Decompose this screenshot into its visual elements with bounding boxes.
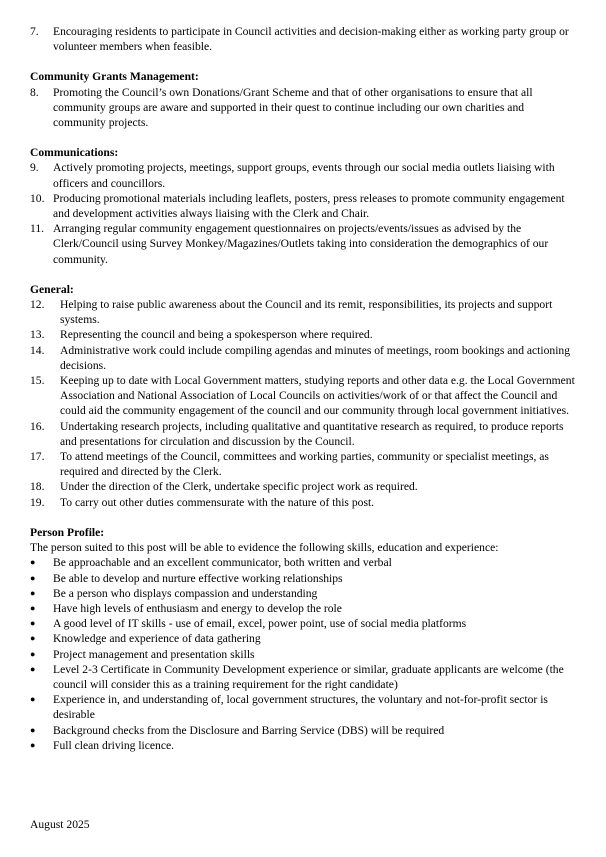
- item-text: Under the direction of the Clerk, undertake specific project work as required.: [60, 480, 418, 494]
- list-item: [30, 327, 578, 342]
- item-text: To carry out other duties commensurate with the nature of this post.: [60, 495, 375, 509]
- list-item: [30, 555, 578, 570]
- item-text: Representing the council and being a spokesperson where required.: [60, 328, 373, 342]
- bullet-icon: ●: [30, 633, 36, 644]
- list-item: [30, 647, 578, 662]
- general-heading: General:: [30, 282, 74, 296]
- item-number: 16.: [30, 419, 45, 433]
- bullet-icon: ●: [30, 648, 36, 659]
- list-item: [30, 221, 578, 267]
- item-number: 13.: [30, 328, 45, 342]
- bullet-text: Background checks from the Disclosure and Barring Service (DBS) will be required: [53, 723, 445, 737]
- item-number: 19.: [30, 495, 45, 509]
- item-number: 14.: [30, 343, 45, 357]
- list-item: [30, 692, 578, 722]
- item-text: Arranging regular community engagement questionnaires on projects/events/issues as advised by the Clerk/Council using Survey Monkey/Magazines/Outlets taking into consideration the demographics of our community.: [53, 222, 549, 266]
- profile-bullet-list: [30, 555, 578, 753]
- item-number: 15.: [30, 374, 45, 388]
- list-item: [30, 419, 578, 449]
- bullet-text: Experience in, and understanding of, local government structures, the voluntary and not-for-profit sector is desirable: [53, 693, 548, 722]
- list-item: [30, 373, 578, 419]
- bullet-icon: ●: [30, 618, 36, 629]
- item-number: 8.: [30, 85, 39, 99]
- profile-intro: The person suited to this post will be able to evidence the following skills, education and experience:: [30, 541, 499, 555]
- item-text: Promoting the Council’s own Donations/Grant Scheme and that of other organisations to ensure that all community groups are aware and supported in their quest to continue including our own charities and community projects.: [53, 85, 533, 130]
- profile-heading: Person Profile:: [30, 525, 105, 539]
- bullet-text: Project management and presentation skills: [53, 647, 255, 661]
- intro-list: [30, 24, 578, 54]
- item-text: Helping to raise public awareness about the Council and its remit, responsibilities, its projects and support systems.: [60, 298, 553, 327]
- list-item: [30, 343, 578, 373]
- bullet-icon: ●: [30, 694, 36, 705]
- bullet-icon: ●: [30, 557, 36, 568]
- list-item: [30, 24, 578, 54]
- item-text: Administrative work could include compiling agendas and minutes of meetings, room bookings and actioning decisions.: [60, 343, 571, 372]
- list-item: [30, 616, 578, 631]
- bullet-text: Level 2-3 Certificate in Community Development experience or similar, graduate applicants are welcome (the council will consider this as a training requirement for the right candidate): [53, 662, 564, 691]
- bullet-text: Be approachable and an excellent communicator, both written and verbal: [53, 556, 392, 570]
- communications-list: [30, 160, 578, 266]
- item-text: Undertaking research projects, including qualitative and quantitative research as required, to produce reports and presentations for circulation and discussion by the Council.: [60, 419, 564, 448]
- bullet-icon: ●: [30, 572, 36, 583]
- grants-heading: Community Grants Management:: [30, 70, 199, 84]
- bullet-text: Be a person who displays compassion and understanding: [53, 586, 318, 600]
- bullet-text: Be able to develop and nurture effective working relationships: [53, 571, 343, 585]
- bullet-icon: ●: [30, 663, 36, 674]
- list-item: [30, 738, 578, 753]
- item-text: Actively promoting projects, meetings, support groups, events through our social media outlets liaising with officers and councillors.: [53, 161, 555, 190]
- list-item: [30, 586, 578, 601]
- list-item: [30, 662, 578, 692]
- item-number: 17.: [30, 450, 45, 464]
- list-item: [30, 449, 578, 479]
- list-item: [30, 631, 578, 646]
- item-text: To attend meetings of the Council, committees and working parties, community or specialist meetings, as required and directed by the Clerk.: [60, 450, 549, 479]
- item-text: Keeping up to date with Local Government matters, studying reports and other data e.g. the Local Government Association and National Association of Local Councils on activities/work of or that affect the Council and could aid the community engagement of the council and our community through local government initiatives.: [60, 374, 575, 418]
- bullet-text: Have high levels of enthusiasm and energy to develop the role: [53, 601, 342, 615]
- item-text: Producing promotional materials including leaflets, posters, press releases to promote community engagement and development activities always liaising with the Clerk and Chair.: [53, 191, 565, 221]
- general-list: [30, 297, 578, 510]
- bullet-text: Knowledge and experience of data gathering: [53, 632, 261, 646]
- list-item: [30, 297, 578, 327]
- list-item: [30, 723, 578, 738]
- list-item: [30, 601, 578, 616]
- bullet-icon: ●: [30, 587, 36, 598]
- list-item: [30, 160, 578, 190]
- item-text: Encouraging residents to participate in Council activities and decision-making either as working party group or volunteer members when feasible.: [53, 25, 569, 54]
- list-item: [30, 571, 578, 586]
- bullet-text: A good level of IT skills - use of email, excel, power point, use of social media platforms: [53, 617, 467, 631]
- bullet-icon: ●: [30, 739, 36, 750]
- list-item: [30, 85, 578, 131]
- bullet-text: Full clean driving licence.: [53, 738, 175, 752]
- bullet-icon: ●: [30, 724, 36, 735]
- document-page: [30, 24, 578, 753]
- item-number: 10.: [30, 191, 45, 205]
- item-number: 12.: [30, 298, 45, 312]
- list-item: [30, 495, 578, 510]
- item-number: 18.: [30, 480, 45, 494]
- list-item: [30, 479, 578, 494]
- grants-list: [30, 85, 578, 131]
- bullet-icon: ●: [30, 602, 36, 613]
- list-item: [30, 191, 578, 221]
- item-number: 7.: [30, 25, 39, 38]
- item-number: 9.: [30, 161, 39, 175]
- communications-heading: Communications:: [30, 146, 119, 160]
- footer-date: August 2025: [30, 818, 90, 831]
- item-number: 11.: [30, 222, 45, 236]
